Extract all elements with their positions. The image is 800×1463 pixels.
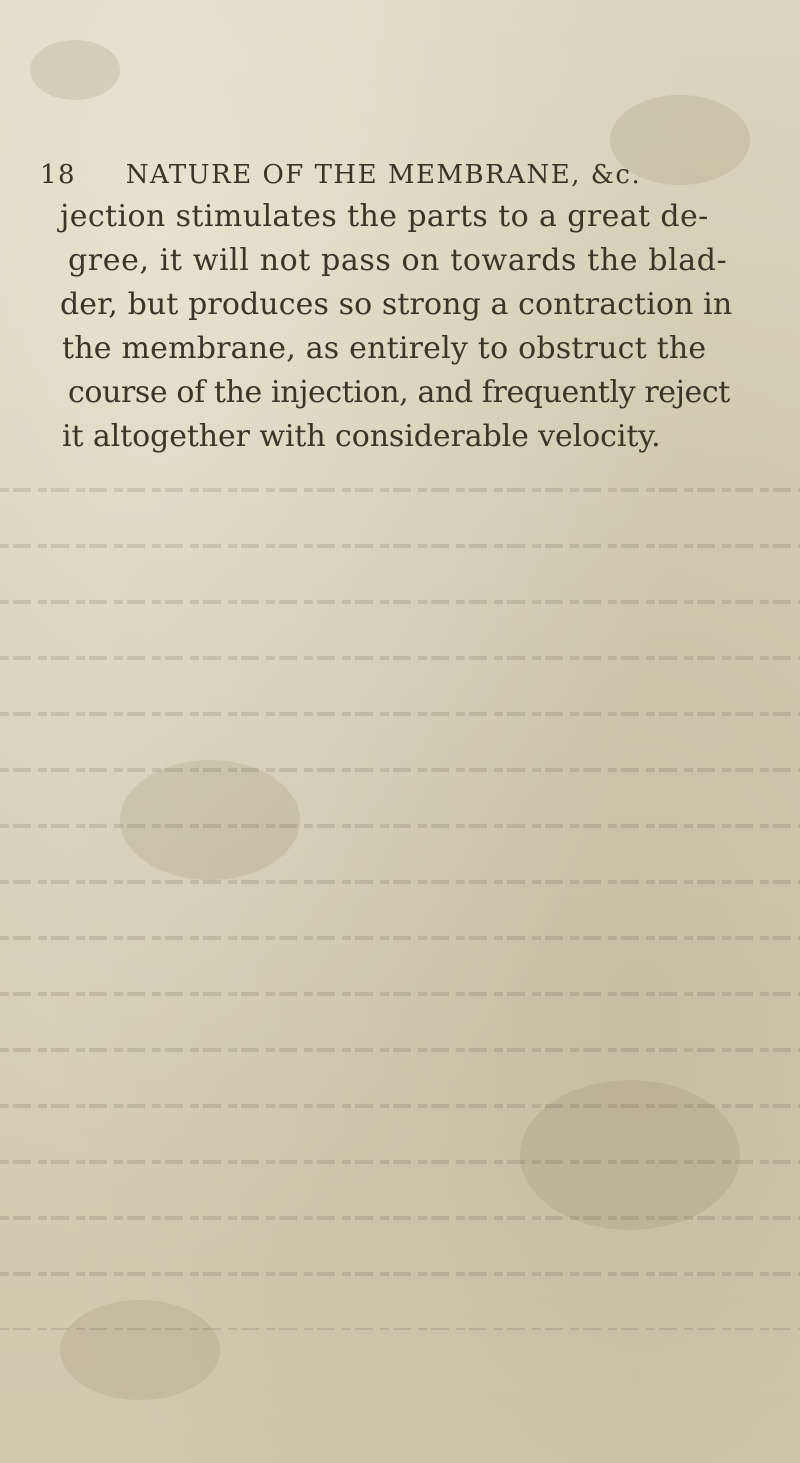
running-head: NATURE OF THE MEMBRANE, &c. xyxy=(125,160,642,190)
text-line: jection stimulates the parts to a great de- xyxy=(60,199,709,234)
text-line: it altogether with considerable velocity. xyxy=(62,419,661,454)
body-text xyxy=(60,195,780,459)
text-line: der, but produces so strong a contraction in xyxy=(60,287,733,322)
text-line: gree, it will not pass on towards the blad- xyxy=(68,243,728,278)
page-number: 18 xyxy=(40,160,77,190)
text-line: the membrane, as entirely to obstruct the xyxy=(62,331,707,366)
text-line: course of the injection, and frequently reject xyxy=(68,375,730,410)
page-header xyxy=(40,160,760,190)
paper-stain xyxy=(30,40,120,100)
show-through-text xyxy=(0,470,800,1330)
